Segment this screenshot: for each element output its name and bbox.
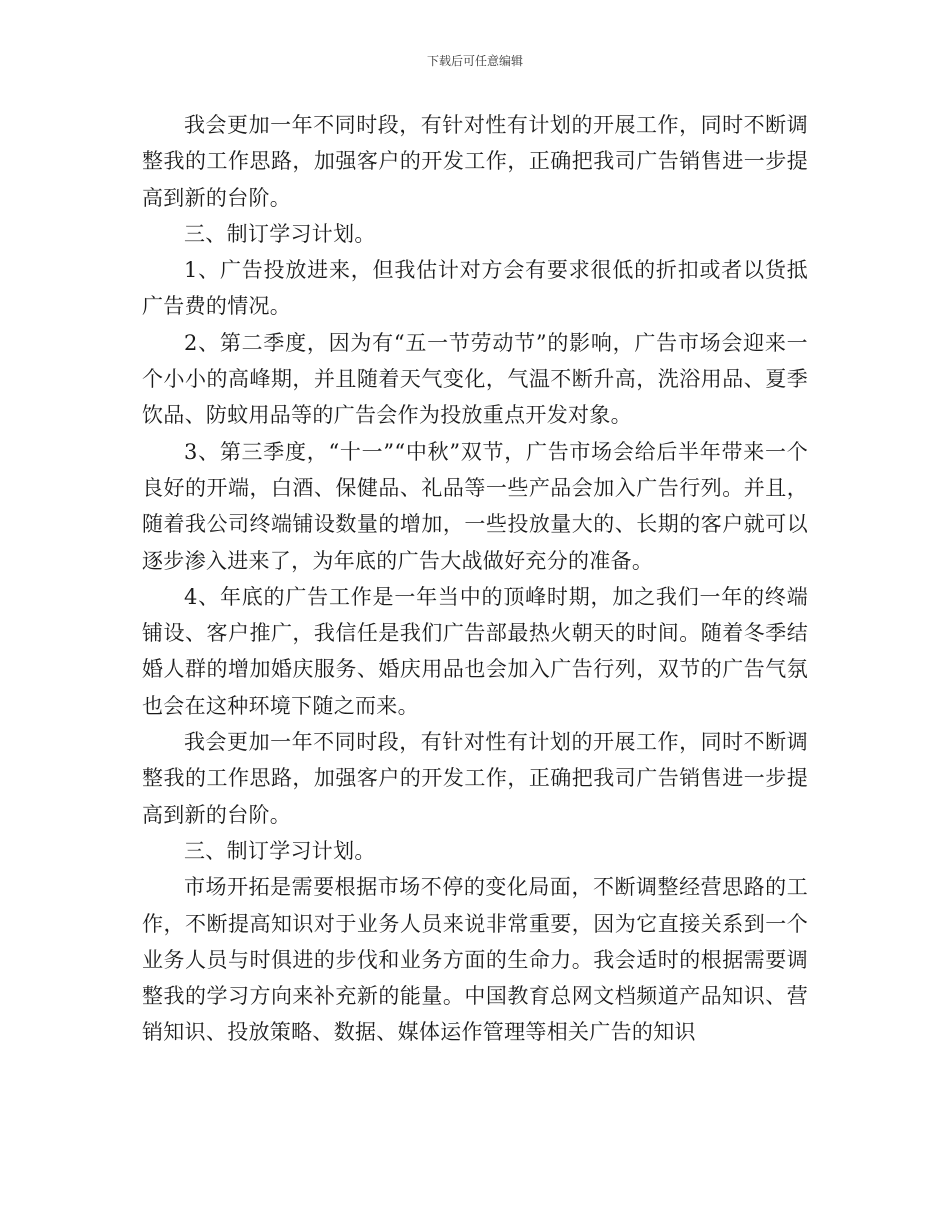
section-heading: 三、制订学习计划。 bbox=[184, 221, 376, 246]
document-body bbox=[142, 107, 808, 1051]
paragraph: 2、第二季度，因为有“五一节劳动节”的影响，广告市场会迎来一个小小的高峰期，并且随着天气变化，气温不断升高，洗浴用品、夏季饮品、防蚊用品等的广告会作为投放重点开发对象。 bbox=[142, 330, 808, 428]
paragraph: 4、年底的广告工作是一年当中的顶峰时期，加之我们一年的终端铺设、客户推广，我信任是我们广告部最热火朝天的时间。随着冬季结婚人群的增加婚庆服务、婚庆用品也会加入广告行列，双节的广告气氛也会在这种环境下随之而来。 bbox=[142, 584, 808, 718]
paragraph: 市场开拓是需要根据市场不停的变化局面，不断调整经营思路的工作，不断提高知识对于业务人员来说非常重要，因为它直接关系到一个业务人员与时俱进的步伐和业务方面的生命力。我会适时的根据需要调整我的学习方向来补充新的能量。中国教育总网文档频道产品知识、营销知识、投放策略、数据、媒体运作管理等相关广告的知识 bbox=[142, 875, 808, 1045]
page-header: 下载后可任意编辑 bbox=[426, 54, 523, 68]
paragraph: 我会更加一年不同时段，有针对性有计划的开展工作，同时不断调整我的工作思路，加强客户的开发工作，正确把我司广告销售进一步提高到新的台阶。 bbox=[142, 113, 808, 210]
paragraph: 1、广告投放进来，但我估计对方会有要求很低的折扣或者以货抵广告费的情况。 bbox=[142, 258, 808, 319]
paragraph: 我会更加一年不同时段，有针对性有计划的开展工作，同时不断调整我的工作思路，加强客户的开发工作，正确把我司广告销售进一步提高到新的台阶。 bbox=[142, 730, 808, 827]
section-heading: 三、制订学习计划。 bbox=[184, 838, 376, 863]
paragraph: 3、第三季度，“十一”“中秋”双节，广告市场会给后半年带来一个良好的开端，白酒、保健品、礼品等一些产品会加入广告行列。并且，随着我公司终端铺设数量的增加，一些投放量大的、长期的客户就可以逐步渗入进来了，为年底的广告大战做好充分的准备。 bbox=[142, 439, 808, 573]
